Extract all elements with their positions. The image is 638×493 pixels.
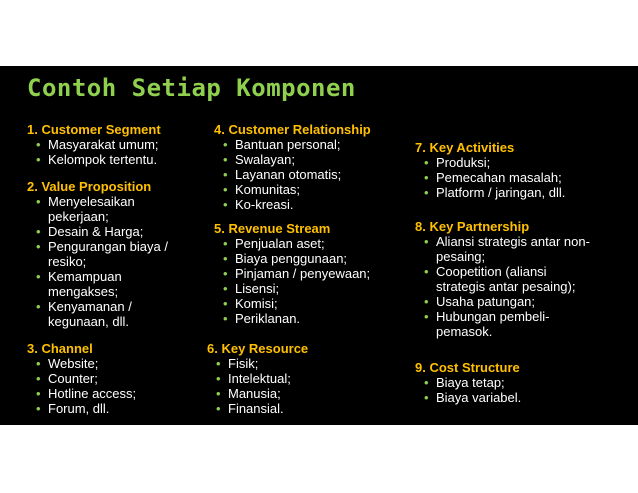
bullet-text: Coopetition (aliansi strategis antar pesaing); [436,264,576,294]
section-heading: 3. Channel [27,341,93,356]
section-heading: 8. Key Partnership [415,219,530,234]
bullet-item [415,375,521,390]
bullet-item [27,356,136,371]
bullet-text: Platform / jaringan, dll. [436,185,566,200]
bullet-item [415,309,590,339]
section-key-activities [415,140,565,200]
section-heading: 5. Revenue Stream [214,221,331,236]
bullet-item [27,239,168,269]
section-value-proposition [27,179,168,329]
bullet-text: Fisik; [228,356,259,371]
bullet-text: Website; [48,356,99,371]
bullet-item [415,170,565,185]
bullet-list [27,356,136,416]
bullet-text: Ko-kreasi. [235,197,294,212]
bullet-text: Kenyamanan / kegunaan, dll. [48,299,132,329]
section-cost-structure [415,360,521,405]
bullet-text: Lisensi; [235,281,280,296]
bullet-text: Manusia; [228,386,281,401]
bullet-item [214,281,370,296]
bullet-item [27,269,168,299]
bullet-item [27,152,161,167]
bullet-text: Forum, dll. [48,401,110,416]
bullet-item [214,167,371,182]
bullet-item [214,152,371,167]
bullet-text: Intelektual; [228,371,291,386]
section-revenue-stream [214,221,370,326]
bullet-list [207,356,308,416]
slide [0,66,638,425]
bullet-list [214,137,371,212]
section-heading: 2. Value Proposition [27,179,152,194]
bullet-item [27,371,136,386]
bullet-item [214,137,371,152]
bullet-text: Hubungan pembeli- pemasok. [436,309,550,339]
bullet-text: Bantuan personal; [235,137,341,152]
bullet-item [214,266,370,281]
bullet-text: Biaya penggunaan; [235,251,348,266]
bullet-item [207,386,308,401]
bullet-text: Layanan otomatis; [235,167,342,182]
bullet-text: Pengurangan biaya / resiko; [48,239,168,269]
section-key-partnership [415,219,590,339]
section-heading: 7. Key Activities [415,140,515,155]
bullet-item [214,197,371,212]
bullet-text: Biaya tetap; [436,375,505,390]
bullet-item [27,401,136,416]
bullet-item [214,251,370,266]
bullet-text: Usaha patungan; [436,294,536,309]
section-channel [27,341,136,416]
slide-title: Contoh Setiap Komponen [27,74,356,102]
bullet-list [27,137,161,167]
bullet-text: Desain & Harga; [48,224,144,239]
bullet-text: Biaya variabel. [436,390,522,405]
bullet-item [415,294,590,309]
bullet-item [27,386,136,401]
bullet-item [214,296,370,311]
bullet-item [415,390,521,405]
bullet-item [207,371,308,386]
bullet-text: Masyarakat umum; [48,137,159,152]
bullet-text: Finansial. [228,401,284,416]
bullet-item [207,401,308,416]
bullet-text: Menyelesaikan pekerjaan; [48,194,135,224]
bullet-item [415,264,590,294]
bullet-item [27,224,168,239]
bullet-item [214,182,371,197]
bullet-text: Kemampuan mengakses; [48,269,122,299]
bullet-text: Swalayan; [235,152,295,167]
bullet-item [415,185,565,200]
bullet-text: Pinjaman / penyewaan; [235,266,371,281]
bullet-text: Aliansi strategis antar non- pesaing; [436,234,590,264]
bullet-list [27,194,168,329]
section-heading: 1. Customer Segment [27,122,161,137]
bullet-item [27,194,168,224]
bullet-item [415,155,565,170]
section-customer-relationship [214,122,371,212]
bullet-item [27,299,168,329]
bullet-text: Produksi; [436,155,491,170]
section-heading: 9. Cost Structure [415,360,520,375]
bullet-item [415,234,590,264]
bullet-text: Kelompok tertentu. [48,152,158,167]
bullet-list [415,234,590,339]
bullet-text: Pemecahan masalah; [436,170,562,185]
section-heading: 4. Customer Relationship [214,122,371,137]
bullet-item [27,137,161,152]
bullet-text: Komunitas; [235,182,301,197]
bullet-item [214,236,370,251]
bullet-text: Penjualan aset; [235,236,325,251]
section-customer-segment [27,122,161,167]
bullet-item [207,356,308,371]
bullet-text: Hotline access; [48,386,137,401]
bullet-item [214,311,370,326]
bullet-text: Komisi; [235,296,278,311]
bullet-list [415,375,521,405]
bullet-text: Counter; [48,371,98,386]
section-heading: 6. Key Resource [207,341,309,356]
bullet-list [214,236,370,326]
bullet-list [415,155,565,200]
section-key-resource [207,341,308,416]
bullet-text: Periklanan. [235,311,301,326]
